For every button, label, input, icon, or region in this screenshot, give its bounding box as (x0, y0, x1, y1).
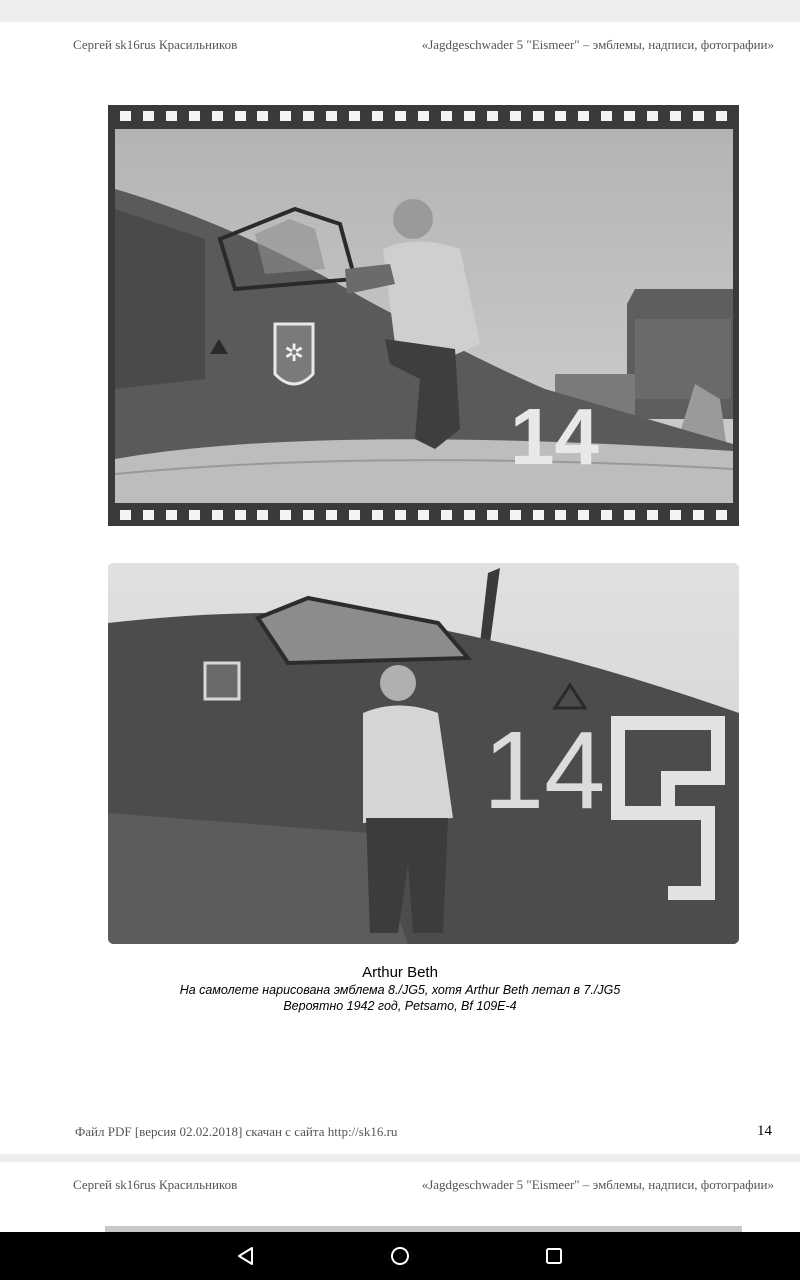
film-sprocket-hole (303, 510, 314, 520)
film-sprocket-hole (578, 510, 589, 520)
film-sprocket-hole (578, 111, 589, 121)
home-button[interactable] (382, 1238, 418, 1274)
header-title: «Jagdgeschwader 5 "Eismeer" – эмблемы, надписи, фотографии» (421, 37, 774, 52)
back-triangle-icon (235, 1245, 257, 1267)
film-sprocket-hole (143, 111, 154, 121)
caption-title: Arthur Beth (362, 964, 438, 981)
film-sprocket-hole (166, 111, 177, 121)
film-sprocket-hole (257, 111, 268, 121)
film-sprocket-hole (555, 111, 566, 121)
document-page (0, 22, 800, 1154)
film-sprocket-hole (670, 111, 681, 121)
film-sprocket-hole (120, 111, 131, 121)
page-header (73, 1177, 774, 1193)
film-sprocket-hole (601, 111, 612, 121)
film-sprocket-hole (303, 111, 314, 121)
film-sprocket-hole (464, 510, 475, 520)
svg-text:✲: ✲ (283, 339, 305, 367)
film-sprocket-hole (533, 111, 544, 121)
film-sprocket-hole (693, 510, 704, 520)
film-sprocket-hole (601, 510, 612, 520)
recents-button[interactable] (536, 1238, 572, 1274)
film-sprocket-hole (349, 111, 360, 121)
film-sprocket-hole (280, 111, 291, 121)
page-header (73, 37, 774, 53)
film-sprocket-hole (441, 111, 452, 121)
film-sprocket-hole (326, 510, 337, 520)
film-sprocket-hole (120, 510, 131, 520)
photo-image (108, 563, 739, 944)
film-sprocket-hole (235, 510, 246, 520)
film-sprocket-hole (143, 510, 154, 520)
film-sprocket-hole (624, 111, 635, 121)
film-sprocket-hole (326, 111, 337, 121)
film-sprocket-hole (464, 111, 475, 121)
film-sprocket-hole (647, 510, 658, 520)
film-sprocket-hole (510, 111, 521, 121)
header-title: «Jagdgeschwader 5 "Eismeer" – эмблемы, надписи, фотографии» (421, 1177, 774, 1192)
system-navigation-bar (0, 1232, 800, 1280)
photo2-marking: 14 (483, 709, 606, 832)
page-footer: Файл PDF [версия 02.02.2018] скачан с сайта http://sk16.ru (75, 1124, 398, 1139)
caption-line-2: Вероятно 1942 год, Petsamo, Bf 109E-4 (283, 999, 517, 1013)
film-sprocket-hole (189, 111, 200, 121)
film-sprocket-hole (395, 111, 406, 121)
film-sprocket-hole (670, 510, 681, 520)
photo-image (115, 129, 733, 503)
film-sprocket-hole (716, 510, 727, 520)
film-sprocket-hole (257, 510, 268, 520)
page-number: 14 (757, 1123, 772, 1139)
film-sprocket-hole (555, 510, 566, 520)
film-sprocket-hole (395, 510, 406, 520)
film-sprocket-hole (510, 510, 521, 520)
film-sprocket-hole (533, 510, 544, 520)
film-sprocket-hole (441, 510, 452, 520)
film-sprocket-hole (716, 111, 727, 121)
film-sprocket-hole (624, 510, 635, 520)
film-sprocket-hole (212, 510, 223, 520)
film-sprocket-hole (212, 111, 223, 121)
film-sprocket-hole (693, 111, 704, 121)
film-sprocket-hole (647, 111, 658, 121)
pilot-beside-aircraft-photo (108, 563, 739, 944)
film-sprocket-hole (487, 510, 498, 520)
photo1-marking: 14 (510, 392, 599, 481)
home-circle-icon (389, 1245, 411, 1267)
film-sprockets-top (108, 111, 739, 121)
film-sprocket-hole (372, 111, 383, 121)
header-author: Сергей sk16rus Красильников (73, 37, 238, 52)
back-button[interactable] (228, 1238, 264, 1274)
film-sprocket-hole (166, 510, 177, 520)
film-sprocket-hole (235, 111, 246, 121)
film-sprocket-hole (418, 111, 429, 121)
film-sprocket-hole (372, 510, 383, 520)
film-sprocket-hole (189, 510, 200, 520)
recents-square-icon (543, 1245, 565, 1267)
film-sprocket-hole (349, 510, 360, 520)
film-sprocket-hole (280, 510, 291, 520)
next-document-page (0, 1162, 800, 1232)
film-sprocket-hole (418, 510, 429, 520)
pilot-on-wing-photo (115, 129, 733, 503)
film-sprocket-hole (487, 111, 498, 121)
header-author: Сергей sk16rus Красильников (73, 1177, 238, 1192)
film-strip-photo (108, 105, 739, 526)
film-sprockets-bottom (108, 510, 739, 520)
photo-caption (0, 964, 800, 1014)
caption-line-1: На самолете нарисована эмблема 8./JG5, хотя Arthur Beth летал в 7./JG5 (179, 983, 621, 997)
